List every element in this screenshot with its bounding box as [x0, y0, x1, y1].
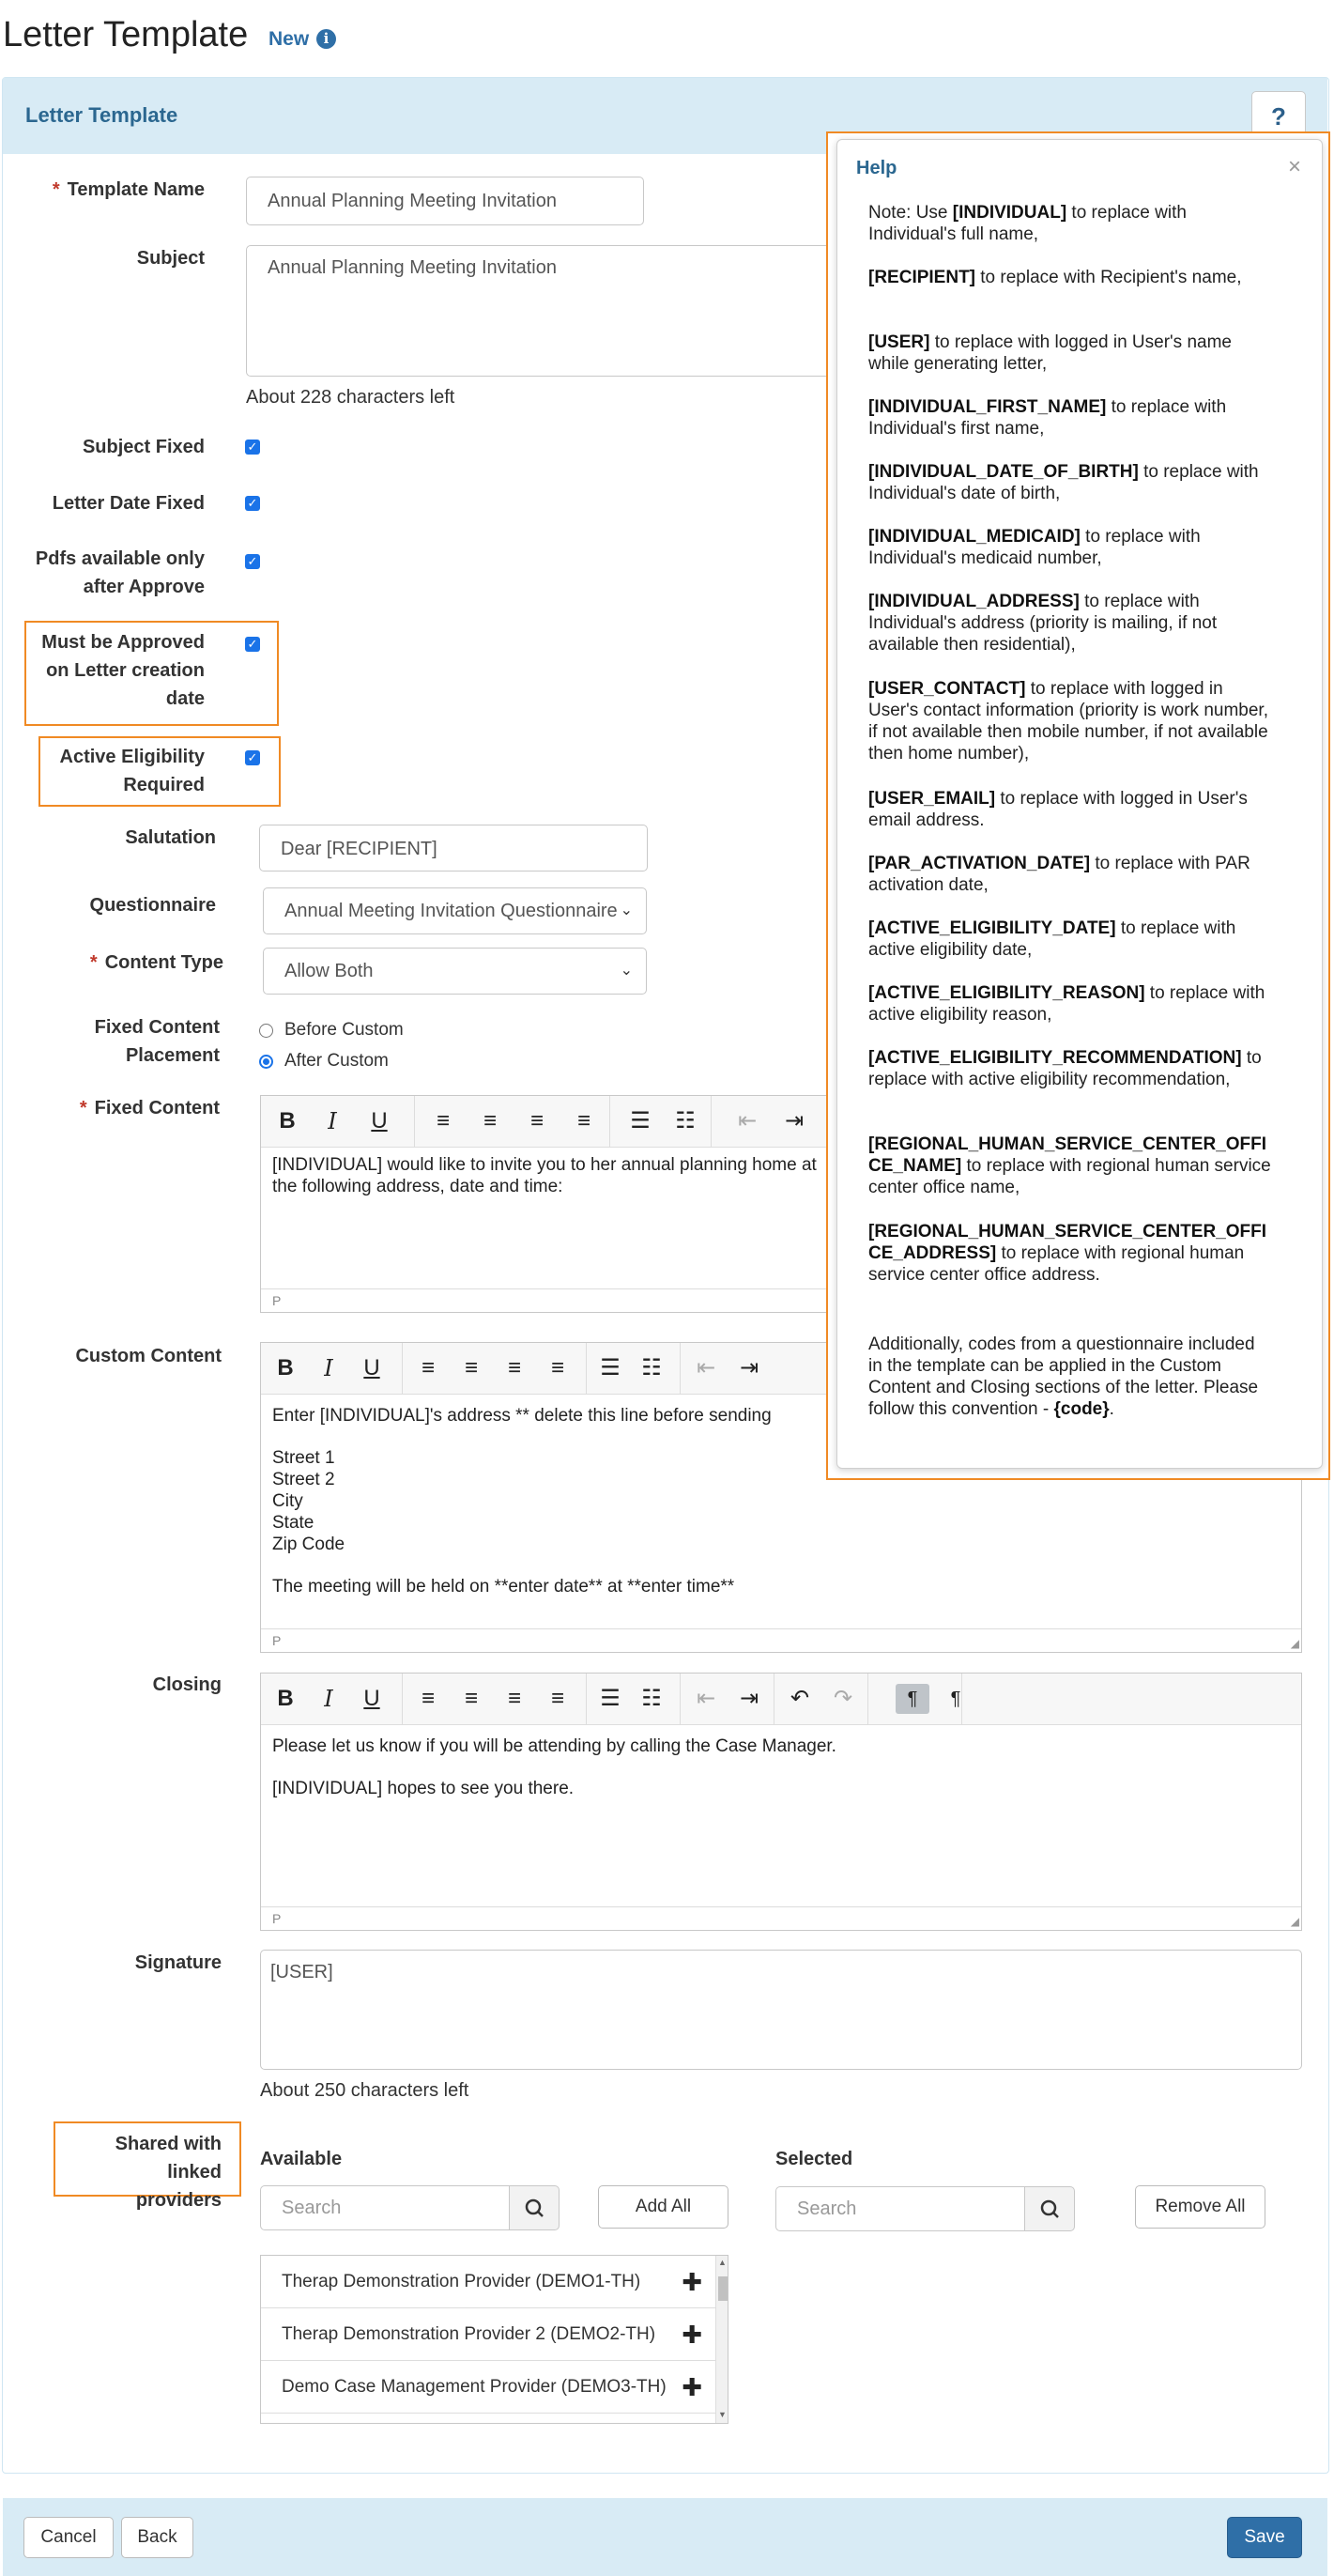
help-entry: [INDIVIDUAL_MEDICAID] to replace with Individual's medicaid number,: [868, 527, 1201, 568]
panel-title: Letter Template: [25, 103, 178, 127]
signature-textarea[interactable]: [USER]: [260, 1950, 1302, 2070]
radio-after-custom-label: After Custom: [284, 1051, 389, 1071]
back-button[interactable]: Back: [121, 2517, 193, 2558]
signature-chars-left: About 250 characters left: [260, 2080, 469, 2101]
help-additional: Additionally, codes from a questionnaire included in the template can be applied in the Custom Content and Closing sections of the letter. Please follow this convention - {code}.: [868, 1334, 1259, 1419]
template-name-label: * Template Name: [52, 179, 205, 200]
indent-icon[interactable]: ⇥: [739, 1355, 759, 1381]
align-center-icon[interactable]: ≡: [483, 1108, 497, 1134]
template-name-input[interactable]: Annual Planning Meeting Invitation: [246, 177, 644, 225]
align-justify-icon[interactable]: ≡: [576, 1108, 590, 1134]
help-button[interactable]: ?: [1251, 91, 1306, 143]
letter-date-fixed-checkbox[interactable]: ✓: [245, 496, 260, 511]
page-title: Letter Template: [3, 15, 249, 54]
pdfs-after-approve-label: Pdfs available only after Approve: [35, 548, 205, 597]
bold-icon[interactable]: B: [279, 1108, 296, 1134]
info-icon[interactable]: i: [316, 29, 336, 49]
undo-icon[interactable]: ↶: [790, 1686, 810, 1711]
outdent-icon[interactable]: ⇤: [737, 1108, 758, 1134]
questionnaire-select[interactable]: Annual Meeting Invitation Questionnaire ⌄: [263, 887, 647, 934]
custom-content-label: Custom Content: [75, 1346, 222, 1366]
closing-toolbar: [261, 1674, 1301, 1725]
radio-after-custom[interactable]: [259, 1055, 273, 1069]
list-scrollbar[interactable]: ▲ ▼: [715, 2256, 728, 2423]
chevron-down-icon: ⌄: [620, 963, 633, 979]
underline-icon[interactable]: U: [371, 1108, 388, 1134]
bullet-list-icon[interactable]: ☰: [600, 1355, 621, 1381]
subject-label: Subject: [136, 248, 205, 269]
align-justify-icon[interactable]: ≡: [550, 1355, 564, 1381]
selected-search-button[interactable]: [1024, 2186, 1075, 2231]
close-icon[interactable]: ×: [1288, 154, 1302, 179]
help-entry: [ACTIVE_ELIGIBILITY_REASON] to replace with active eligibility reason,: [868, 983, 1265, 1025]
help-entry: [USER_EMAIL] to replace with logged in User's email address.: [868, 789, 1248, 830]
resize-grip-icon[interactable]: ◢: [1290, 1915, 1299, 1928]
align-right-icon[interactable]: ≡: [507, 1686, 521, 1711]
signature-label: Signature: [134, 1952, 222, 1973]
subject-fixed-label: Subject Fixed: [82, 437, 205, 457]
fixed-content-editor[interactable]: [260, 1095, 833, 1313]
align-left-icon[interactable]: ≡: [421, 1686, 435, 1711]
closing-text: Please let us know if you will be attending by calling the Case Manager. [INDIVIDUAL] hopes to see you there.: [272, 1736, 836, 1798]
italic-icon[interactable]: I: [324, 1355, 333, 1381]
resize-grip-icon[interactable]: ◢: [1290, 1637, 1299, 1650]
chevron-down-icon: ⌄: [620, 902, 633, 918]
fixed-content-toolbar: [261, 1096, 832, 1148]
letter-date-fixed-label: Letter Date Fixed: [52, 493, 205, 514]
content-type-select[interactable]: Allow Both ⌄: [263, 948, 647, 995]
help-entry: [USER_CONTACT] to replace with logged in User's contact information (priority is work number, if not available then mobile number, if not available then home number),: [868, 679, 1268, 764]
bullet-list-icon[interactable]: ☰: [630, 1108, 651, 1134]
align-center-icon[interactable]: ≡: [464, 1686, 478, 1711]
selected-label: Selected: [775, 2149, 853, 2169]
selected-search-input[interactable]: Search: [775, 2186, 1025, 2231]
fixed-content-text: [INDIVIDUAL] would like to invite you to her annual planning home at the following address, date and time:: [272, 1155, 817, 1196]
remove-all-button[interactable]: Remove All: [1135, 2185, 1265, 2229]
radio-before-custom[interactable]: [259, 1024, 273, 1038]
radio-before-custom-label: Before Custom: [284, 1020, 404, 1040]
indent-icon[interactable]: ⇥: [739, 1686, 759, 1711]
ltr-icon[interactable]: ¶: [896, 1684, 929, 1714]
help-entry: [REGIONAL_HUMAN_SERVICE_CENTER_OFFICE_NAME] to replace with regional human service center office name,: [868, 1134, 1271, 1197]
available-search-button[interactable]: [509, 2185, 560, 2230]
available-providers-list: [260, 2255, 728, 2424]
salutation-input[interactable]: Dear [RECIPIENT]: [259, 825, 648, 872]
list-item[interactable]: Therap Demonstration Provider (DEMO1-TH) ✚: [261, 2256, 715, 2308]
help-title: Help: [856, 158, 897, 178]
closing-editor[interactable]: [260, 1673, 1302, 1931]
add-all-button[interactable]: Add All: [598, 2185, 728, 2229]
search-icon: [510, 2186, 560, 2231]
new-badge: New: [268, 28, 310, 50]
align-right-icon[interactable]: ≡: [529, 1108, 544, 1134]
outdent-icon[interactable]: ⇤: [696, 1686, 716, 1711]
rtl-icon[interactable]: ¶: [950, 1689, 961, 1709]
pdfs-after-approve-checkbox[interactable]: ✓: [245, 554, 260, 569]
underline-icon[interactable]: U: [363, 1355, 380, 1381]
help-entry: [INDIVIDUAL_ADDRESS] to replace with Individual's address (priority is mailing, if not available then residential),: [868, 592, 1218, 655]
bold-icon[interactable]: B: [277, 1686, 294, 1711]
help-entry: [ACTIVE_ELIGIBILITY_DATE] to replace with active eligibility date,: [868, 918, 1236, 960]
help-entry: [INDIVIDUAL_FIRST_NAME] to replace with Individual's first name,: [868, 397, 1227, 439]
subject-textarea[interactable]: Annual Planning Meeting Invitation: [246, 245, 847, 377]
shared-label: Shared with linked providers: [115, 2134, 222, 2211]
align-left-icon[interactable]: ≡: [421, 1355, 435, 1381]
footer-bar: [3, 2498, 1327, 2576]
help-entry: [USER] to replace with logged in User's name while generating letter,: [868, 332, 1232, 374]
search-icon: [1025, 2187, 1076, 2232]
must-be-approved-checkbox[interactable]: ✓: [245, 637, 260, 652]
underline-icon[interactable]: U: [363, 1686, 380, 1711]
align-right-icon[interactable]: ≡: [507, 1355, 521, 1381]
help-entry: [PAR_ACTIVATION_DATE] to replace with PAR activation date,: [868, 854, 1250, 895]
add-icon[interactable]: ✚: [682, 2268, 702, 2296]
subject-fixed-checkbox[interactable]: ✓: [245, 440, 260, 455]
active-eligibility-checkbox[interactable]: ✓: [245, 750, 260, 765]
align-center-icon[interactable]: ≡: [464, 1355, 478, 1381]
available-label: Available: [260, 2149, 343, 2169]
save-button[interactable]: Save: [1227, 2517, 1302, 2558]
help-entry: [REGIONAL_HUMAN_SERVICE_CENTER_OFFICE_ADDRESS] to replace with regional human service center office address.: [868, 1222, 1267, 1285]
redo-icon[interactable]: ↷: [833, 1686, 853, 1711]
outdent-icon[interactable]: ⇤: [696, 1355, 716, 1381]
must-be-approved-label: Must be Approved on Letter creation date: [41, 632, 205, 709]
italic-icon[interactable]: I: [328, 1108, 337, 1134]
closing-label: Closing: [152, 1674, 222, 1695]
help-entry: [ACTIVE_ELIGIBILITY_RECOMMENDATION] to replace with active eligibility recommendation,: [868, 1048, 1262, 1089]
indent-icon[interactable]: ⇥: [784, 1108, 805, 1134]
bullet-list-icon[interactable]: ☰: [600, 1686, 621, 1711]
cancel-button[interactable]: Cancel: [23, 2517, 114, 2558]
custom-content-status: P: [261, 1628, 1301, 1652]
add-icon[interactable]: ✚: [682, 2373, 702, 2401]
questionnaire-label: Questionnaire: [89, 895, 216, 916]
available-search-input[interactable]: Search: [260, 2185, 510, 2230]
active-eligibility-label: Active Eligibility Required: [59, 747, 205, 795]
custom-content-text: Enter [INDIVIDUAL]'s address ** delete this line before sending Street 1 Street 2 City State Zip Code The meeting will be held on **enter date** at **enter time**: [272, 1406, 772, 1597]
help-entry: [INDIVIDUAL_DATE_OF_BIRTH] to replace with Individual's date of birth,: [868, 462, 1259, 503]
italic-icon[interactable]: I: [324, 1686, 333, 1712]
help-entry: [RECIPIENT] to replace with Recipient's name,: [868, 268, 1242, 287]
align-left-icon[interactable]: ≡: [436, 1108, 450, 1134]
help-entry: Note: Use [INDIVIDUAL] to replace with Individual's full name,: [868, 203, 1187, 244]
numbered-list-icon[interactable]: ☷: [675, 1108, 696, 1134]
add-icon[interactable]: ✚: [682, 2321, 702, 2349]
salutation-label: Salutation: [125, 827, 216, 848]
fixed-placement-label: Fixed Content Placement: [94, 1017, 220, 1066]
bold-icon[interactable]: B: [277, 1355, 294, 1381]
fixed-content-label: * Fixed Content: [79, 1098, 220, 1118]
content-type-label: * Content Type: [89, 952, 223, 973]
list-item[interactable]: Demo Case Management Provider (DEMO3-TH) ✚: [261, 2361, 715, 2414]
closing-status: P: [261, 1906, 1301, 1930]
numbered-list-icon[interactable]: ☷: [641, 1355, 662, 1381]
subject-chars-left: About 228 characters left: [246, 387, 455, 408]
list-item[interactable]: Therap Demonstration Provider 2 (DEMO2-TH) ✚: [261, 2308, 715, 2361]
align-justify-icon[interactable]: ≡: [550, 1686, 564, 1711]
numbered-list-icon[interactable]: ☷: [641, 1686, 662, 1711]
fixed-content-status: P: [261, 1288, 832, 1312]
